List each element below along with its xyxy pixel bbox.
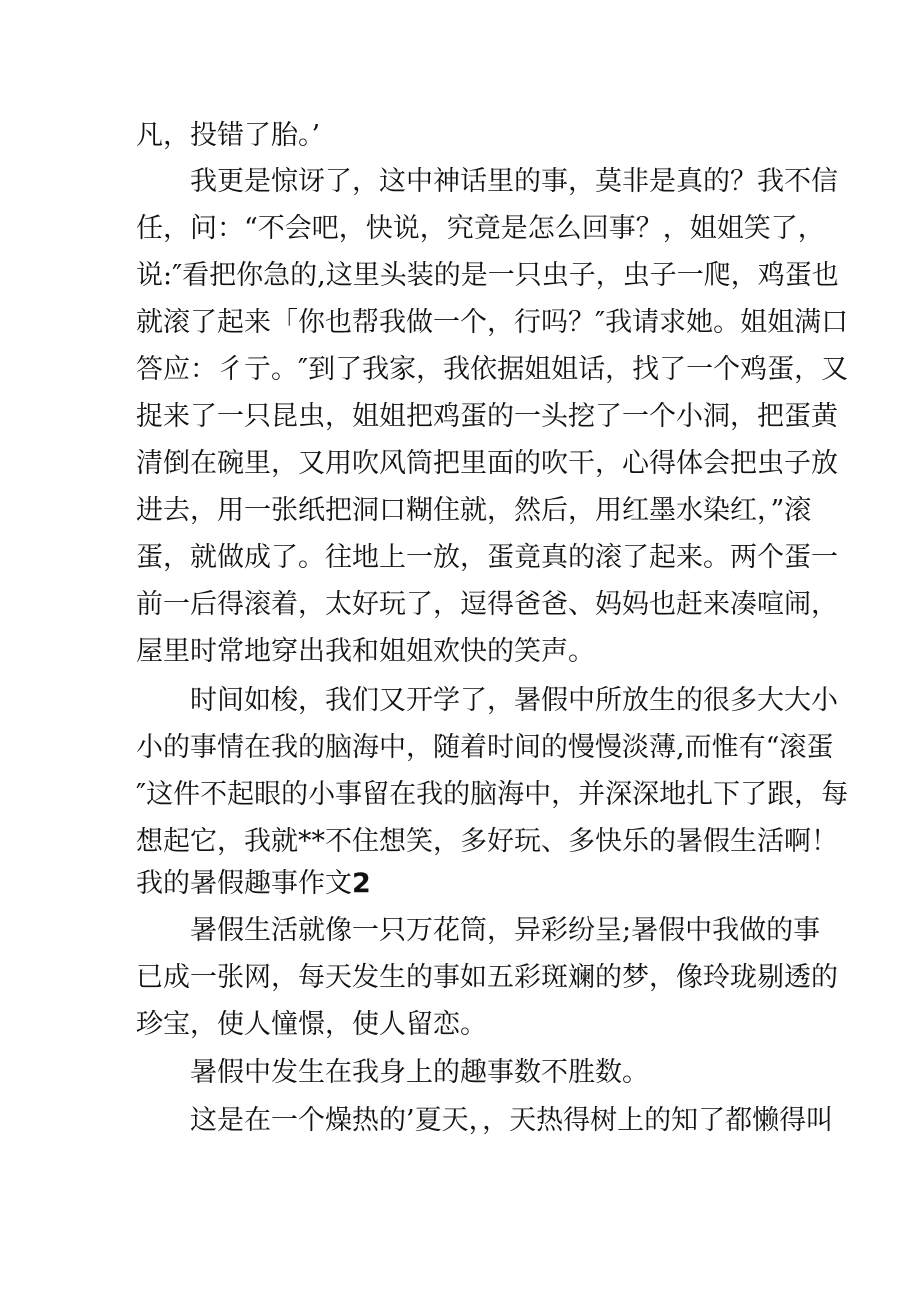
- section-heading: [0, 861, 371, 907]
- paragraph-line: 屋里时常地穿出我和姐姐欢快的笑声。: [136, 636, 595, 667]
- paragraph-line: 想起它，我就**不住想笑，多好玩、多快乐的暑假生活啊！: [136, 826, 838, 857]
- paragraph-line: 小的事情在我的脑海中，随着时间的慢慢淡薄,而惟有“滚蛋: [136, 732, 834, 763]
- paragraph-line: 我更是惊讶了，这中神话里的事，莫非是真的？我不信: [190, 166, 838, 197]
- paragraph-line: 暑假中发生在我身上的趣事数不胜数。: [190, 1057, 649, 1088]
- paragraph-line: 珍宝，使人憧憬，使人留恋。: [136, 1009, 487, 1040]
- paragraph-line: 就滚了起来「你也帮我做一个，行吗？″我请求她。姐姐满口: [136, 307, 849, 338]
- heading-number: 2: [352, 868, 371, 899]
- paragraph-line: 这是在一个燥热的’夏天，，天热得树上的知了都懒得叫: [190, 1105, 834, 1136]
- paragraph-line: 凡，投错了胎。’: [136, 120, 321, 151]
- heading-text: 我的暑假趣事作文: [136, 868, 352, 899]
- paragraph-line: 捉来了一只昆虫，姐姐把鸡蛋的一头挖了一个小洞，把蛋黄: [136, 401, 838, 432]
- paragraph-line: 说:″看把你急的,这里头装的是一只虫子，虫子一爬，鸡蛋也: [136, 260, 839, 291]
- paragraph-line: 时间如梭，我们又开学了，暑假中所放生的很多大大小: [190, 685, 838, 716]
- paragraph-line: 已成一张网，每天发生的事如五彩斑斓的梦，像玲珑剔透的: [136, 962, 838, 993]
- paragraph-line: 蛋，就做成了。往地上一放，蛋竟真的滚了起来。两个蛋一: [136, 542, 838, 573]
- paragraph-line: ″这件不起眼的小事留在我的脑海中，并深深地扎下了跟，每: [136, 779, 849, 810]
- paragraph-line: 清倒在碗里，又用吹风筒把里面的吹干，心得体会把虫子放: [136, 448, 838, 479]
- paragraph-line: 暑假生活就像一只万花筒，异彩纷呈;暑假中我做的事: [190, 915, 821, 946]
- paragraph-line: 进去，用一张纸把洞口糊住就，然后，用红墨水染红，”滚: [136, 495, 812, 526]
- paragraph-line: 答应：彳亍。″到了我家，我依据姐姐话，找了一个鸡蛋，又: [136, 354, 849, 385]
- paragraph-line: 前一后得滚着，太好玩了，逗得爸爸、妈妈也赶来凑喧闹，: [136, 589, 838, 620]
- paragraph-line: 任，问：“不会吧，快说，究竟是怎么回事？，姐姐笑了，: [136, 213, 825, 244]
